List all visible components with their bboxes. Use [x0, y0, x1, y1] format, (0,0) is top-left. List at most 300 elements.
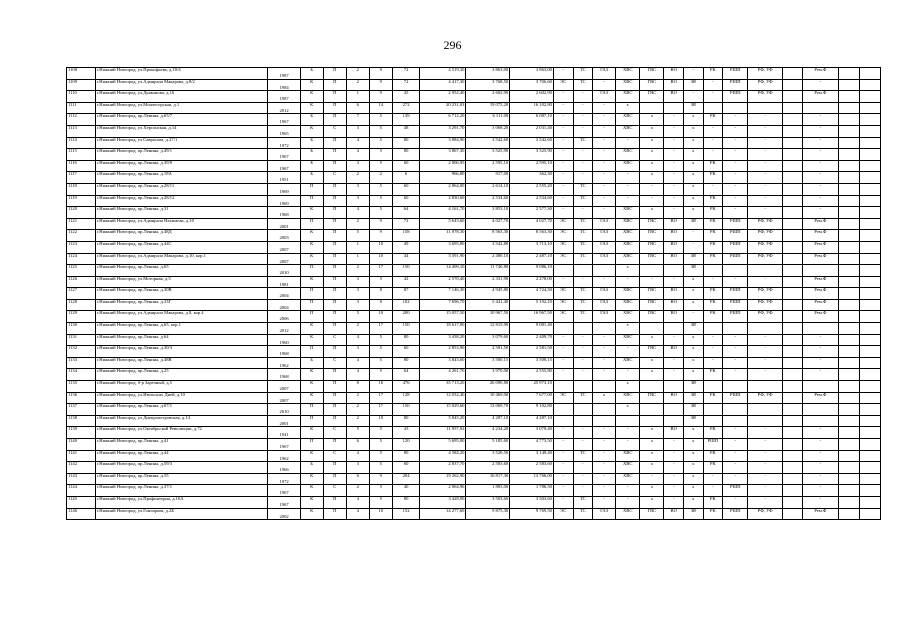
- cell-cold-water: -: [616, 137, 640, 149]
- cell-address: г.Нижний Новгород, ул.Адмирала Макарова, д.8/2: [95, 79, 268, 91]
- cell-row-number: 1117: [67, 172, 96, 184]
- cell-year-built: 1962: [268, 450, 300, 462]
- cell-sewerage: ВО: [664, 508, 684, 520]
- cell-entrances: 3: [346, 160, 369, 172]
- cell-roof-type: С: [323, 427, 346, 439]
- cell-cold-water: ХВС: [616, 114, 640, 126]
- cell-extra-column-2: [860, 68, 881, 80]
- cell-apartments: 80: [392, 149, 420, 161]
- cell-spare-column: [782, 508, 802, 520]
- cell-row-number: 1109: [67, 79, 96, 91]
- cell-cold-water: х: [616, 404, 640, 416]
- cell-entrances: 4: [346, 369, 369, 381]
- cell-gas: ГАЗ: [593, 288, 616, 300]
- cell-private-area: 3 542,60: [510, 137, 554, 149]
- cell-cold-water: -: [616, 439, 640, 451]
- cell-total-area: 15 029,60: [420, 404, 466, 416]
- table-row: [67, 102, 881, 114]
- cell-roof-repair: -: [703, 357, 723, 369]
- cell-roof-repair: -: [703, 346, 723, 358]
- cell-facade-repair: РФ, УФ: [748, 288, 783, 300]
- cell-year-built: 2001: [268, 218, 300, 230]
- cell-total-area: 11 078,30: [420, 230, 466, 242]
- cell-basement-repair: -: [723, 496, 748, 508]
- cell-basement-repair: -: [723, 369, 748, 381]
- cell-floors: 8: [369, 299, 392, 311]
- cell-year-built: 1967: [268, 496, 300, 508]
- cell-extra-column-2: [860, 230, 881, 242]
- cell-cold-water: ХВС: [616, 450, 640, 462]
- cell-hot-water: -: [640, 473, 664, 485]
- cell-entrances: 4: [346, 450, 369, 462]
- cell-gas: ГАЗ: [593, 241, 616, 253]
- cell-electricity: ЭС: [553, 218, 573, 230]
- cell-extra-column-1: [839, 241, 860, 253]
- cell-heating: [573, 415, 593, 427]
- cell-year-built: 2004: [268, 288, 300, 300]
- cell-heating: [573, 323, 593, 335]
- cell-floors: 9: [369, 230, 392, 242]
- table-row: [67, 392, 881, 404]
- cell-cold-water: ХВС: [616, 462, 640, 474]
- cell-floors: 5: [369, 334, 392, 346]
- cell-year-built: 1987: [268, 68, 300, 80]
- cell-hot-water: ГВС: [640, 241, 664, 253]
- table-row: [67, 114, 881, 126]
- cell-year-built: 1972: [268, 137, 300, 149]
- cell-apartments: 42: [392, 276, 420, 288]
- cell-total-area: 4 261,70: [420, 369, 466, 381]
- cell-apartments: 128: [392, 392, 420, 404]
- cell-apartments: 44: [392, 253, 420, 265]
- cell-basement-repair: РШП: [723, 485, 748, 497]
- cell-facade-repair: -: [748, 183, 783, 195]
- cell-apartments: 48: [392, 125, 420, 137]
- cell-hot-water: х: [640, 125, 664, 137]
- cell-basement-repair: РШП: [723, 79, 748, 91]
- cell-total-area: 4 584,20: [420, 450, 466, 462]
- cell-facade-repair: -: [748, 334, 783, 346]
- cell-total-area: 2 806,95: [420, 160, 466, 172]
- cell-roof-type: П: [323, 230, 346, 242]
- table-row: [67, 276, 881, 288]
- cell-address: г.Нижний Новгород, пр.Ленина, д.33Г: [95, 299, 268, 311]
- cell-residential-area: 2 614,10: [466, 183, 510, 195]
- cell-hot-water: ГВС: [640, 68, 664, 80]
- table-row: [67, 265, 881, 277]
- cell-private-area: 2 031,40: [510, 125, 554, 137]
- cell-hot-water: [640, 381, 664, 393]
- cell-extra-column-1: [839, 473, 860, 485]
- cell-roof-repair: -: [703, 473, 723, 485]
- cell-facade-repair: -: [748, 357, 783, 369]
- cell-facade-repair: РФ, УФ: [748, 230, 783, 242]
- cell-basement-repair: -: [723, 473, 748, 485]
- cell-extra-column-2: [860, 149, 881, 161]
- cell-residential-area: 1 883,00: [466, 485, 510, 497]
- cell-heating: ТС: [573, 195, 593, 207]
- cell-residential-area: 8 563,30: [466, 230, 510, 242]
- cell-year-built: 1966: [268, 462, 300, 474]
- cell-sewerage: -: [664, 357, 684, 369]
- cell-hot-water: ГВС: [640, 79, 664, 91]
- cell-total-area: 4 519,30: [420, 68, 466, 80]
- cell-residential-area: 2 480,10: [466, 253, 510, 265]
- cell-private-area: 16 967,50: [510, 311, 554, 323]
- cell-sewerage: ВО: [664, 427, 684, 439]
- cell-extra-column-2: [860, 102, 881, 114]
- cell-total-area: 3 695,80: [420, 241, 466, 253]
- cell-extra-column-1: [839, 311, 860, 323]
- cell-facade-repair: -: [748, 137, 783, 149]
- cell-total-area: 19 262,90: [420, 473, 466, 485]
- cell-extra-column-1: [839, 369, 860, 381]
- cell-hot-water: ГВС: [640, 392, 664, 404]
- cell-year-built: 1987: [268, 91, 300, 103]
- cell-entrances: 2: [346, 79, 369, 91]
- housing-register-table: [66, 67, 881, 520]
- cell-facade-repair: [748, 323, 783, 335]
- cell-facade-repair: -: [748, 160, 783, 172]
- cell-repair-fund: -: [802, 160, 839, 172]
- cell-year-built: 2003: [268, 230, 300, 242]
- cell-row-number: 1133: [67, 357, 96, 369]
- cell-spare-column: [782, 241, 802, 253]
- cell-roof-repair: -: [703, 125, 723, 137]
- cell-extra-column-2: [860, 346, 881, 358]
- cell-extra-column-2: [860, 299, 881, 311]
- table-row: [67, 183, 881, 195]
- cell-gas: ГАЗ: [593, 218, 616, 230]
- cell-spare-column: [782, 102, 802, 114]
- cell-facade-repair: -: [748, 369, 783, 381]
- cell-basement-repair: -: [723, 149, 748, 161]
- cell-spare-column: [782, 381, 802, 393]
- cell-address: г.Нижний Новгород, пр.Ленина, д.28/11: [95, 183, 268, 195]
- cell-total-area: 5 845,20: [420, 415, 466, 427]
- cell-heating: [573, 265, 593, 277]
- cell-repair-fund: -: [802, 485, 839, 497]
- cell-roof-type: П: [323, 404, 346, 416]
- cell-floors: 5: [369, 125, 392, 137]
- cell-electricity: -: [553, 276, 573, 288]
- cell-wall-material: Б: [300, 137, 323, 149]
- cell-apartments: 60: [392, 346, 420, 358]
- cell-gas: [593, 381, 616, 393]
- cell-address: г.Нижний Новгород, ул.Днепропетровская, д.14: [95, 415, 268, 427]
- cell-extra-column-2: [860, 334, 881, 346]
- cell-hot-water: х: [640, 427, 664, 439]
- cell-electricity: -: [553, 496, 573, 508]
- table-row: [67, 137, 881, 149]
- cell-apartments: 152: [392, 508, 420, 520]
- cell-year-built: 1972: [268, 473, 300, 485]
- cell-basement-repair: -: [723, 334, 748, 346]
- cell-wall-material: К: [300, 485, 323, 497]
- cell-apartments: 80: [392, 334, 420, 346]
- cell-extra-column-1: [839, 160, 860, 172]
- cell-address: г.Нижний Новгород, ул.Октябрьской Революции, д.72: [95, 427, 268, 439]
- cell-floors: 9: [369, 79, 392, 91]
- cell-entrances: 2: [346, 404, 369, 416]
- cell-wall-material: П: [300, 288, 323, 300]
- cell-residential-area: 5 441,40: [466, 299, 510, 311]
- cell-sewerage: ВО: [664, 91, 684, 103]
- cell-roof-type: П: [323, 241, 346, 253]
- cell-private-area: 5 192,10: [510, 299, 554, 311]
- cell-extra-column-2: [860, 392, 881, 404]
- table-row: [67, 253, 881, 265]
- cell-repair-fund: [802, 265, 839, 277]
- cell-elevator: х: [683, 496, 703, 508]
- cell-extra-column-2: [860, 415, 881, 427]
- cell-address: г.Нижний Новгород, ул.Адмирала Нахимова, д.10: [95, 218, 268, 230]
- cell-residential-area: 3 500,15: [466, 357, 510, 369]
- cell-cold-water: -: [616, 369, 640, 381]
- cell-basement-repair: РШП: [723, 91, 748, 103]
- cell-total-area: 11 957,92: [420, 427, 466, 439]
- cell-entrances: 2: [346, 323, 369, 335]
- cell-row-number: 1114: [67, 137, 96, 149]
- cell-roof-repair: РК: [703, 311, 723, 323]
- page-number: 296: [443, 38, 462, 52]
- cell-residential-area: 3 970,00: [466, 369, 510, 381]
- cell-spare-column: [782, 218, 802, 230]
- cell-cold-water: ХВС: [616, 253, 640, 265]
- cell-sewerage: -: [664, 276, 684, 288]
- cell-repair-fund: [802, 381, 839, 393]
- cell-extra-column-2: [860, 160, 881, 172]
- cell-facade-repair: -: [748, 149, 783, 161]
- cell-total-area: 14 409,10: [420, 265, 466, 277]
- cell-basement-repair: [723, 415, 748, 427]
- cell-apartments: 150: [392, 265, 420, 277]
- cell-extra-column-2: [860, 91, 881, 103]
- cell-heating: ТС: [573, 137, 593, 149]
- cell-extra-column-1: [839, 114, 860, 126]
- cell-elevator: х: [683, 427, 703, 439]
- cell-electricity: -: [553, 439, 573, 451]
- cell-basement-repair: [723, 265, 748, 277]
- cell-wall-material: К: [300, 102, 323, 114]
- cell-floors: 17: [369, 392, 392, 404]
- cell-floors: 10: [369, 241, 392, 253]
- cell-electricity: ЭС: [553, 508, 573, 520]
- cell-floors: 17: [369, 404, 392, 416]
- cell-apartments: 102: [392, 299, 420, 311]
- cell-extra-column-1: [839, 427, 860, 439]
- cell-hot-water: х: [640, 357, 664, 369]
- cell-repair-fund: [802, 102, 839, 114]
- cell-hot-water: -: [640, 183, 664, 195]
- cell-extra-column-1: [839, 79, 860, 91]
- table-row: [67, 241, 881, 253]
- cell-gas: -: [593, 462, 616, 474]
- cell-sewerage: ВО: [664, 288, 684, 300]
- cell-elevator: ЗЯ: [683, 381, 703, 393]
- cell-address: г.Нижний Новгород, ул.Мончегорская, д.1: [95, 102, 268, 114]
- cell-apartments: 139: [392, 114, 420, 126]
- cell-address: г.Нижний Новгород, пр.Ленина, д.59/3: [95, 462, 268, 474]
- cell-address: г.Нижний Новгород, пр.Ленина, д.55: [95, 473, 268, 485]
- cell-extra-column-2: [860, 195, 881, 207]
- cell-row-number: 1119: [67, 195, 96, 207]
- cell-cold-water: ХВС: [616, 288, 640, 300]
- cell-extra-column-2: [860, 323, 881, 335]
- cell-private-area: 3 706,60: [510, 79, 554, 91]
- cell-roof-type: П: [323, 288, 346, 300]
- cell-extra-column-2: [860, 276, 881, 288]
- cell-floors: 10: [369, 253, 392, 265]
- cell-entrances: 3: [346, 276, 369, 288]
- cell-apartments: 200: [392, 311, 420, 323]
- cell-wall-material: Б: [300, 114, 323, 126]
- cell-apartments: 43: [392, 427, 420, 439]
- cell-cold-water: -: [616, 172, 640, 184]
- cell-repair-fund: -: [802, 369, 839, 381]
- cell-address: г.Нижний Новгород, пр.Ленина, д.49/1: [95, 149, 268, 161]
- cell-extra-column-2: [860, 450, 881, 462]
- cell-sewerage: ВО: [664, 218, 684, 230]
- cell-electricity: ЭС: [553, 230, 573, 242]
- cell-repair-fund: -: [802, 114, 839, 126]
- cell-row-number: 1116: [67, 160, 96, 172]
- cell-private-area: 9 769,50: [510, 508, 554, 520]
- cell-electricity: -: [553, 485, 573, 497]
- cell-roof-repair: [703, 102, 723, 114]
- cell-cold-water: -: [616, 183, 640, 195]
- cell-hot-water: х: [640, 485, 664, 497]
- cell-year-built: 1967: [268, 160, 300, 172]
- cell-facade-repair: РФ, УФ: [748, 253, 783, 265]
- cell-cold-water: ХВС: [616, 334, 640, 346]
- cell-private-area: 6 087,10: [510, 114, 554, 126]
- cell-roof-type: П: [323, 392, 346, 404]
- cell-wall-material: П: [300, 404, 323, 416]
- cell-heating: -: [573, 357, 593, 369]
- cell-year-built: 2007: [268, 253, 300, 265]
- cell-extra-column-2: [860, 241, 881, 253]
- cell-roof-type: П: [323, 311, 346, 323]
- cell-extra-column-1: [839, 334, 860, 346]
- cell-gas: -: [593, 137, 616, 149]
- cell-sewerage: ВО: [664, 392, 684, 404]
- cell-private-area: 3 079,40: [510, 427, 554, 439]
- cell-floors: 10: [369, 508, 392, 520]
- cell-facade-repair: РФ, УФ: [748, 392, 783, 404]
- cell-total-area: 15 057,50: [420, 311, 466, 323]
- cell-elevator: ЗЯ: [683, 265, 703, 277]
- cell-year-built: 2007: [268, 392, 300, 404]
- cell-elevator: ЗЯ: [683, 415, 703, 427]
- cell-private-area: 2 577,30: [510, 207, 554, 219]
- cell-floors: 10: [369, 311, 392, 323]
- cell-spare-column: [782, 427, 802, 439]
- cell-address: г.Нижний Новгород, ул.Прокофьева, д.10/4: [95, 68, 268, 80]
- cell-entrances: 3: [346, 125, 369, 137]
- cell-repair-fund: -: [802, 450, 839, 462]
- cell-extra-column-2: [860, 439, 881, 451]
- cell-wall-material: П: [300, 183, 323, 195]
- cell-gas: -: [593, 473, 616, 485]
- cell-residential-area: 5 185,60: [466, 439, 510, 451]
- cell-roof-type: П: [323, 496, 346, 508]
- cell-spare-column: [782, 450, 802, 462]
- cell-spare-column: [782, 415, 802, 427]
- cell-private-area: 2 409,70: [510, 334, 554, 346]
- cell-total-area: 2 570,40: [420, 276, 466, 288]
- cell-entrances: 2: [346, 392, 369, 404]
- cell-sewerage: ВО: [664, 346, 684, 358]
- cell-row-number: 1136: [67, 392, 96, 404]
- cell-elevator: ЗЯ: [683, 253, 703, 265]
- cell-wall-material: П: [300, 415, 323, 427]
- cell-repair-fund: -: [802, 207, 839, 219]
- cell-hot-water: ГВС: [640, 230, 664, 242]
- cell-residential-area: 3 068,20: [466, 125, 510, 137]
- cell-entrances: 3: [346, 299, 369, 311]
- cell-elevator: х: [683, 450, 703, 462]
- cell-spare-column: [782, 404, 802, 416]
- cell-address: г.Нижний Новгород, пр.Ленина, д.48В: [95, 357, 268, 369]
- cell-spare-column: [782, 265, 802, 277]
- cell-floors: 5: [369, 357, 392, 369]
- table-row: [67, 369, 881, 381]
- cell-extra-column-1: [839, 265, 860, 277]
- cell-hot-water: [640, 415, 664, 427]
- cell-heating: ТС: [573, 299, 593, 311]
- cell-wall-material: К: [300, 276, 323, 288]
- cell-heating: ТС: [573, 392, 593, 404]
- cell-cold-water: х: [616, 323, 640, 335]
- cell-electricity: ЭС: [553, 241, 573, 253]
- cell-private-area: 3 713,10: [510, 241, 554, 253]
- cell-electricity: -: [553, 183, 573, 195]
- cell-roof-repair: [703, 265, 723, 277]
- cell-electricity: -: [553, 334, 573, 346]
- cell-wall-material: Б: [300, 68, 323, 80]
- cell-row-number: 1131: [67, 334, 96, 346]
- cell-basement-repair: РШП: [723, 299, 748, 311]
- cell-cold-water: ХВС: [616, 230, 640, 242]
- cell-basement-repair: -: [723, 346, 748, 358]
- cell-floors: 5: [369, 427, 392, 439]
- cell-gas: ГАЗ: [593, 311, 616, 323]
- cell-year-built: 1941: [268, 427, 300, 439]
- cell-residential-area: 2 583,60: [466, 462, 510, 474]
- cell-sewerage: ВО: [664, 241, 684, 253]
- cell-heating: ТС: [573, 79, 593, 91]
- table-row: [67, 68, 881, 80]
- cell-cold-water: ХВС: [616, 299, 640, 311]
- cell-entrances: 7: [346, 114, 369, 126]
- cell-roof-repair: РК: [703, 496, 723, 508]
- table-row: [67, 485, 881, 497]
- cell-entrances: 1: [346, 241, 369, 253]
- cell-wall-material: П: [300, 195, 323, 207]
- cell-row-number: 1113: [67, 125, 96, 137]
- cell-row-number: 1146: [67, 508, 96, 520]
- cell-private-area: 2 581,50: [510, 346, 554, 358]
- cell-entrances: 4: [346, 496, 369, 508]
- cell-facade-repair: -: [748, 473, 783, 485]
- cell-hot-water: -: [640, 276, 664, 288]
- cell-repair-fund: Рем.Ф: [802, 508, 839, 520]
- cell-sewerage: -: [664, 183, 684, 195]
- cell-heating: -: [573, 91, 593, 103]
- cell-wall-material: Б: [300, 462, 323, 474]
- cell-year-built: 1965: [268, 125, 300, 137]
